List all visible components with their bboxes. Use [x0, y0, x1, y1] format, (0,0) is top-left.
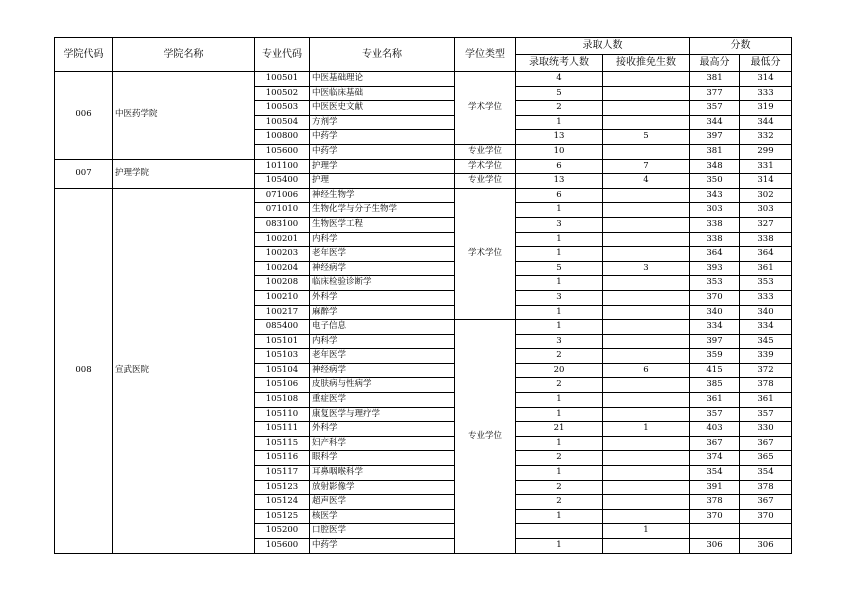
admitted-exam-cell: 2 [516, 451, 603, 466]
major-name-cell: 外科学 [310, 290, 455, 305]
admitted-exempt-cell [603, 495, 690, 510]
score-max-cell [690, 524, 740, 539]
major-name-cell: 内科学 [310, 334, 455, 349]
admitted-exam-cell: 3 [516, 217, 603, 232]
major-name-cell: 老年医学 [310, 247, 455, 262]
header-major-code: 专业代码 [255, 38, 310, 72]
admitted-exam-cell: 2 [516, 480, 603, 495]
admitted-exam-cell: 2 [516, 349, 603, 364]
major-name-cell: 超声医学 [310, 495, 455, 510]
header-score-min: 最低分 [740, 55, 792, 72]
admitted-exam-cell: 3 [516, 290, 603, 305]
major-name-cell: 皮肤病与性病学 [310, 378, 455, 393]
score-max-cell: 343 [690, 188, 740, 203]
score-max-cell: 306 [690, 539, 740, 554]
score-min-cell [740, 524, 792, 539]
major-code-cell: 105106 [255, 378, 310, 393]
score-min-cell: 334 [740, 320, 792, 335]
admitted-exam-cell: 5 [516, 86, 603, 101]
header-score-max: 最高分 [690, 55, 740, 72]
admitted-exam-cell [516, 524, 603, 539]
admitted-exam-cell: 1 [516, 305, 603, 320]
score-min-cell: 361 [740, 393, 792, 408]
score-max-cell: 397 [690, 334, 740, 349]
score-max-cell: 370 [690, 509, 740, 524]
admission-table-container [54, 37, 792, 554]
admitted-exam-cell: 2 [516, 495, 603, 510]
admitted-exam-cell: 2 [516, 378, 603, 393]
score-max-cell: 357 [690, 101, 740, 116]
admitted-exempt-cell [603, 217, 690, 232]
major-code-cell: 105123 [255, 480, 310, 495]
degree-type-cell: 学术学位 [455, 72, 516, 145]
score-min-cell: 327 [740, 217, 792, 232]
college-name-cell: 中医药学院 [113, 72, 255, 160]
admitted-exam-cell: 3 [516, 334, 603, 349]
admitted-exam-cell: 13 [516, 130, 603, 145]
score-min-cell: 378 [740, 480, 792, 495]
score-min-cell: 332 [740, 130, 792, 145]
college-code-cell: 007 [55, 159, 113, 188]
college-code-cell: 006 [55, 72, 113, 160]
major-name-cell: 临床检验诊断学 [310, 276, 455, 291]
major-code-cell: 100800 [255, 130, 310, 145]
header-college-name: 学院名称 [113, 38, 255, 72]
major-name-cell: 中药学 [310, 539, 455, 554]
major-code-cell: 100504 [255, 115, 310, 130]
score-min-cell: 344 [740, 115, 792, 130]
major-code-cell: 101100 [255, 159, 310, 174]
admitted-exam-cell: 20 [516, 363, 603, 378]
major-code-cell: 105104 [255, 363, 310, 378]
admitted-exempt-cell [603, 539, 690, 554]
admitted-exempt-cell [603, 101, 690, 116]
score-min-cell: 365 [740, 451, 792, 466]
score-max-cell: 385 [690, 378, 740, 393]
header-admitted: 录取人数 [516, 38, 690, 55]
score-min-cell: 314 [740, 174, 792, 189]
score-max-cell: 403 [690, 422, 740, 437]
score-min-cell: 302 [740, 188, 792, 203]
major-name-cell: 中药学 [310, 144, 455, 159]
score-max-cell: 393 [690, 261, 740, 276]
major-code-cell: 100208 [255, 276, 310, 291]
major-code-cell: 100204 [255, 261, 310, 276]
score-max-cell: 364 [690, 247, 740, 262]
admitted-exam-cell: 1 [516, 509, 603, 524]
admitted-exam-cell: 1 [516, 539, 603, 554]
header-degree-type: 学位类型 [455, 38, 516, 72]
major-name-cell: 眼科学 [310, 451, 455, 466]
admitted-exempt-cell [603, 290, 690, 305]
score-max-cell: 378 [690, 495, 740, 510]
header-college-code: 学院代码 [55, 38, 113, 72]
admitted-exam-cell: 1 [516, 436, 603, 451]
admitted-exempt-cell [603, 393, 690, 408]
admitted-exempt-cell [603, 247, 690, 262]
score-max-cell: 348 [690, 159, 740, 174]
admitted-exam-cell: 10 [516, 144, 603, 159]
admission-table [54, 37, 792, 554]
admitted-exempt-cell [603, 349, 690, 364]
admitted-exempt-cell: 3 [603, 261, 690, 276]
major-name-cell: 中医基础理论 [310, 72, 455, 87]
score-min-cell: 339 [740, 349, 792, 364]
admitted-exam-cell: 1 [516, 320, 603, 335]
score-min-cell: 367 [740, 436, 792, 451]
admitted-exempt-cell: 1 [603, 524, 690, 539]
admitted-exempt-cell: 6 [603, 363, 690, 378]
admitted-exempt-cell: 5 [603, 130, 690, 145]
major-name-cell: 中医临床基础 [310, 86, 455, 101]
admitted-exempt-cell [603, 203, 690, 218]
score-min-cell: 333 [740, 86, 792, 101]
score-max-cell: 377 [690, 86, 740, 101]
admitted-exam-cell: 1 [516, 247, 603, 262]
table-body [55, 72, 792, 554]
header-major-name: 专业名称 [310, 38, 455, 72]
admitted-exam-cell: 1 [516, 407, 603, 422]
major-name-cell: 康复医学与理疗学 [310, 407, 455, 422]
score-max-cell: 334 [690, 320, 740, 335]
major-code-cell: 105108 [255, 393, 310, 408]
admitted-exam-cell: 2 [516, 101, 603, 116]
admitted-exempt-cell [603, 334, 690, 349]
major-name-cell: 内科学 [310, 232, 455, 247]
degree-type-cell: 专业学位 [455, 144, 516, 159]
score-max-cell: 338 [690, 232, 740, 247]
major-code-cell: 100502 [255, 86, 310, 101]
admitted-exempt-cell [603, 188, 690, 203]
score-max-cell: 303 [690, 203, 740, 218]
score-max-cell: 381 [690, 72, 740, 87]
admitted-exam-cell: 1 [516, 232, 603, 247]
score-max-cell: 354 [690, 466, 740, 481]
major-code-cell: 100201 [255, 232, 310, 247]
admitted-exempt-cell: 4 [603, 174, 690, 189]
score-max-cell: 357 [690, 407, 740, 422]
degree-type-cell: 学术学位 [455, 159, 516, 174]
score-min-cell: 338 [740, 232, 792, 247]
score-min-cell: 330 [740, 422, 792, 437]
admitted-exempt-cell [603, 480, 690, 495]
admitted-exempt-cell [603, 144, 690, 159]
major-code-cell: 071006 [255, 188, 310, 203]
score-min-cell: 303 [740, 203, 792, 218]
score-max-cell: 415 [690, 363, 740, 378]
major-code-cell: 083100 [255, 217, 310, 232]
score-min-cell: 340 [740, 305, 792, 320]
header-score: 分数 [690, 38, 792, 55]
admitted-exempt-cell [603, 276, 690, 291]
admitted-exam-cell: 6 [516, 159, 603, 174]
score-max-cell: 350 [690, 174, 740, 189]
major-name-cell: 生物化学与分子生物学 [310, 203, 455, 218]
admitted-exempt-cell: 1 [603, 422, 690, 437]
admitted-exempt-cell [603, 72, 690, 87]
admitted-exempt-cell [603, 466, 690, 481]
admitted-exam-cell: 1 [516, 466, 603, 481]
admitted-exempt-cell [603, 320, 690, 335]
admitted-exam-cell: 13 [516, 174, 603, 189]
major-code-cell: 105101 [255, 334, 310, 349]
major-name-cell: 耳鼻咽喉科学 [310, 466, 455, 481]
score-max-cell: 397 [690, 130, 740, 145]
score-max-cell: 374 [690, 451, 740, 466]
score-min-cell: 354 [740, 466, 792, 481]
major-code-cell: 105111 [255, 422, 310, 437]
major-code-cell: 105600 [255, 144, 310, 159]
score-max-cell: 353 [690, 276, 740, 291]
major-name-cell: 放射影像学 [310, 480, 455, 495]
major-code-cell: 100503 [255, 101, 310, 116]
score-max-cell: 370 [690, 290, 740, 305]
major-code-cell: 100203 [255, 247, 310, 262]
major-code-cell: 071010 [255, 203, 310, 218]
score-min-cell: 370 [740, 509, 792, 524]
score-min-cell: 319 [740, 101, 792, 116]
major-name-cell: 生物医学工程 [310, 217, 455, 232]
admitted-exam-cell: 6 [516, 188, 603, 203]
score-min-cell: 353 [740, 276, 792, 291]
major-code-cell: 105125 [255, 509, 310, 524]
admitted-exam-cell: 1 [516, 393, 603, 408]
major-name-cell: 神经生物学 [310, 188, 455, 203]
table-row [55, 188, 792, 203]
major-name-cell: 神经病学 [310, 261, 455, 276]
major-name-cell: 护理 [310, 174, 455, 189]
major-code-cell: 100501 [255, 72, 310, 87]
major-name-cell: 妇产科学 [310, 436, 455, 451]
admitted-exempt-cell [603, 86, 690, 101]
major-code-cell: 100210 [255, 290, 310, 305]
score-max-cell: 338 [690, 217, 740, 232]
score-min-cell: 314 [740, 72, 792, 87]
major-code-cell: 105200 [255, 524, 310, 539]
major-code-cell: 105124 [255, 495, 310, 510]
score-max-cell: 340 [690, 305, 740, 320]
major-name-cell: 老年医学 [310, 349, 455, 364]
major-name-cell: 护理学 [310, 159, 455, 174]
major-code-cell: 105600 [255, 539, 310, 554]
major-name-cell: 麻醉学 [310, 305, 455, 320]
major-name-cell: 口腔医学 [310, 524, 455, 539]
header-admitted-exam: 录取统考人数 [516, 55, 603, 72]
major-name-cell: 方剂学 [310, 115, 455, 130]
major-code-cell: 105103 [255, 349, 310, 364]
major-code-cell: 085400 [255, 320, 310, 335]
score-min-cell: 364 [740, 247, 792, 262]
college-name-cell: 宣武医院 [113, 188, 255, 553]
score-max-cell: 367 [690, 436, 740, 451]
major-code-cell: 105400 [255, 174, 310, 189]
major-name-cell: 重症医学 [310, 393, 455, 408]
table-row [55, 72, 792, 87]
score-max-cell: 381 [690, 144, 740, 159]
admitted-exempt-cell [603, 378, 690, 393]
header-admitted-exempt: 接收推免生数 [603, 55, 690, 72]
college-name-cell: 护理学院 [113, 159, 255, 188]
degree-type-cell: 专业学位 [455, 320, 516, 554]
college-code-cell: 008 [55, 188, 113, 553]
major-name-cell: 外科学 [310, 422, 455, 437]
admitted-exam-cell: 5 [516, 261, 603, 276]
score-min-cell: 361 [740, 261, 792, 276]
admitted-exam-cell: 1 [516, 203, 603, 218]
admitted-exempt-cell: 7 [603, 159, 690, 174]
table-row [55, 159, 792, 174]
major-name-cell: 电子信息 [310, 320, 455, 335]
major-code-cell: 105115 [255, 436, 310, 451]
degree-type-cell: 专业学位 [455, 174, 516, 189]
degree-type-cell: 学术学位 [455, 188, 516, 319]
score-min-cell: 345 [740, 334, 792, 349]
score-max-cell: 344 [690, 115, 740, 130]
major-code-cell: 105116 [255, 451, 310, 466]
score-max-cell: 391 [690, 480, 740, 495]
admitted-exempt-cell [603, 436, 690, 451]
admitted-exam-cell: 21 [516, 422, 603, 437]
score-min-cell: 331 [740, 159, 792, 174]
admitted-exam-cell: 1 [516, 115, 603, 130]
score-min-cell: 372 [740, 363, 792, 378]
admitted-exempt-cell [603, 509, 690, 524]
score-min-cell: 306 [740, 539, 792, 554]
admitted-exam-cell: 1 [516, 276, 603, 291]
admitted-exempt-cell [603, 305, 690, 320]
major-code-cell: 100217 [255, 305, 310, 320]
score-max-cell: 359 [690, 349, 740, 364]
admitted-exempt-cell [603, 451, 690, 466]
score-min-cell: 367 [740, 495, 792, 510]
score-max-cell: 361 [690, 393, 740, 408]
major-name-cell: 中药学 [310, 130, 455, 145]
major-code-cell: 105117 [255, 466, 310, 481]
major-name-cell: 核医学 [310, 509, 455, 524]
admitted-exempt-cell [603, 232, 690, 247]
score-min-cell: 299 [740, 144, 792, 159]
major-code-cell: 105110 [255, 407, 310, 422]
admitted-exempt-cell [603, 407, 690, 422]
major-name-cell: 中医医史文献 [310, 101, 455, 116]
admitted-exempt-cell [603, 115, 690, 130]
score-min-cell: 333 [740, 290, 792, 305]
score-min-cell: 378 [740, 378, 792, 393]
score-min-cell: 357 [740, 407, 792, 422]
major-name-cell: 神经病学 [310, 363, 455, 378]
admitted-exam-cell: 4 [516, 72, 603, 87]
